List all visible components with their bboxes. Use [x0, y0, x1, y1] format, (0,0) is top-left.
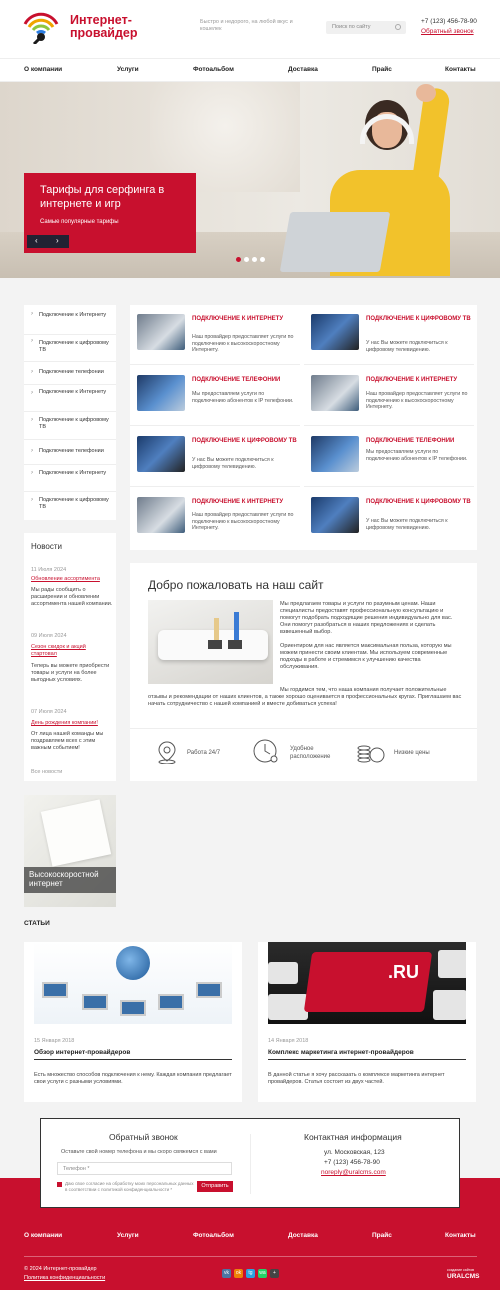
phone-placeholder: Телефон *	[63, 1166, 90, 1172]
laptop-icon	[42, 982, 68, 998]
whatsapp-icon[interactable]: wa	[259, 1270, 266, 1276]
service-card[interactable]: ПОДКЛЮЧЕНИЕ К ИНТЕРНЕТУ Наш провайдер предоставляет услуги по подключению к высокоскоростному Интернету.	[130, 307, 300, 365]
callback-link[interactable]: Обратный звонок	[421, 28, 474, 35]
keyboard-image	[268, 942, 466, 1024]
promo-caption	[24, 867, 116, 893]
clock-person-icon	[252, 738, 278, 764]
slider-dot[interactable]	[252, 257, 257, 262]
phone-input[interactable]	[57, 1162, 232, 1175]
footer-copyright: © 2024 Интернет-провайдер	[24, 1266, 97, 1272]
service-image	[137, 314, 185, 350]
logo-line-2: провайдер	[70, 26, 138, 40]
footer-divider	[24, 1256, 477, 1257]
nav-item-delivery[interactable]: Доставка	[288, 66, 318, 73]
sidebar-item-internet[interactable]: › Подключение к Интернету	[24, 309, 116, 335]
made-by-label: создание сайтов	[447, 1268, 475, 1272]
share-icon[interactable]: +	[270, 1269, 279, 1278]
news-date: 07 Июля 2024	[31, 709, 67, 715]
callback-heading: Обратный звонок	[109, 1132, 178, 1142]
article-card[interactable]	[24, 942, 242, 1102]
vk-icon[interactable]: vk	[224, 1270, 229, 1276]
news-block	[24, 533, 116, 781]
key	[438, 950, 466, 978]
sidebar-item-internet[interactable]: › Подключение к Интернету	[24, 466, 116, 492]
articles-heading: СТАТЬИ	[24, 920, 50, 927]
search-input[interactable]	[326, 21, 406, 34]
nav-item-services[interactable]: Услуги	[117, 66, 139, 73]
service-card[interactable]: ПОДКЛЮЧЕНИЕ К ЦИФРОВОМУ ТВ У нас Вы можете подключиться к цифровому телевидению.	[304, 307, 474, 365]
service-card[interactable]: ПОДКЛЮЧЕНИЕ К ИНТЕРНЕТУ Наш провайдер предоставляет услуги по подключению к высокоскоростному Интернету.	[130, 490, 300, 548]
news-text: Мы рады сообщить о расширении и обновлении ассортимента нашей компании.	[31, 587, 113, 607]
sidebar-item-telephony[interactable]: › Подключение телефонии	[24, 441, 116, 465]
nav-item-price[interactable]: Прайс	[372, 66, 392, 73]
ok-icon[interactable]: ok	[235, 1270, 242, 1276]
sidebar-menu	[24, 305, 116, 520]
contact-phone[interactable]: +7 (123) 456-78-90	[324, 1159, 380, 1166]
news-title-link[interactable]: День рождения компании!	[31, 720, 98, 726]
welcome-paragraph: Ориентиром для нас является максимальная польза, которую мы можем принести своим клиентам. Мы используем современные подходы в работе и стремимся к улучшению качества обслуживания.	[280, 643, 452, 670]
key	[268, 962, 298, 984]
promo-banner[interactable]	[24, 795, 116, 907]
slider-dot[interactable]	[244, 257, 249, 262]
service-card[interactable]: ПОДКЛЮЧЕНИЕ К ЦИФРОВОМУ ТВ У нас Вы можете подключиться к цифровому телевидению.	[130, 429, 300, 487]
sidebar-item-tv[interactable]: › Подключение к цифровому ТВ	[24, 413, 116, 440]
callback-subtitle: Оставьте свой номер телефона и мы скоро свяжемся с вами	[61, 1149, 217, 1155]
news-text: От лица нашей команды мы поздравляем всех с этим важным событием!	[31, 731, 104, 751]
laptop-icon	[196, 982, 222, 998]
divider	[130, 728, 477, 729]
news-date: 11 Июля 2024	[31, 567, 67, 573]
chevron-right-icon: ›	[31, 470, 33, 476]
privacy-policy-link[interactable]: Политика конфиденциальности	[24, 1275, 106, 1281]
welcome-paragraph: Мы предлагаем товары и услуги по разумным ценам. Наши специалисты предоставят профессиональную консультацию и помогут подобрать подходящие решения индивидуально для вас. Они помогут разобраться в наших предложениях и сделать взвешенный выбор.	[280, 601, 453, 635]
wifi-logo-icon[interactable]	[22, 8, 60, 44]
welcome-block	[130, 563, 477, 781]
submit-button[interactable]: Отправить	[197, 1181, 233, 1192]
consent-text: Даю свое согласие на обработку моих персональных данных в соответствии с политикой конфиденциальности *	[65, 1181, 194, 1192]
service-image	[311, 436, 359, 472]
welcome-heading: Добро пожаловать на наш сайт	[148, 578, 324, 592]
footer-nav-price[interactable]: Прайс	[372, 1232, 392, 1239]
laptop-icon	[280, 212, 391, 272]
footer-nav-delivery[interactable]: Доставка	[288, 1232, 318, 1239]
article-card[interactable]	[258, 942, 476, 1102]
article-title[interactable]: Комплекс маркетинга интернет-провайдеров	[268, 1049, 466, 1060]
port	[228, 640, 242, 649]
service-card[interactable]: ПОДКЛЮЧЕНИЕ К ЦИФРОВОМУ ТВ У нас Вы можете подключиться к цифровому телевидению.	[304, 490, 474, 548]
news-heading: Новости	[31, 542, 62, 551]
network-image	[34, 942, 232, 1024]
welcome-paragraph: Мы гордимся тем, что наша компания получает положительные отзывы и рекомендации от наших клиентов, а также хорошо оценивается в профессиональных кругах. Приглашаем вас начать сотрудничество с нашей компанией и вместе добиваться успеха!	[148, 687, 462, 707]
footer-nav-contacts[interactable]: Контакты	[445, 1232, 476, 1239]
nav-item-about[interactable]: О компании	[24, 66, 63, 73]
port	[208, 640, 222, 649]
laptop-icon	[158, 994, 184, 1010]
divider	[250, 1134, 251, 1194]
key	[433, 990, 466, 1020]
news-title-link[interactable]: Обновление ассортимента	[31, 576, 100, 582]
chevron-right-icon: ›	[31, 448, 33, 454]
nav-item-gallery[interactable]: Фотоальбом	[193, 66, 234, 73]
paper-image	[41, 799, 111, 866]
footer-nav-services[interactable]: Услуги	[117, 1232, 139, 1239]
contact-panel	[40, 1118, 460, 1208]
router-image	[148, 600, 273, 684]
chevron-right-icon: ›	[31, 390, 33, 396]
main-nav	[0, 58, 500, 82]
uralcms-logo[interactable]: URALCMS	[447, 1273, 480, 1280]
prev-arrow-icon[interactable]: ‹	[35, 236, 38, 245]
service-image	[311, 497, 359, 533]
hero-hand	[416, 84, 436, 102]
chevron-right-icon: ›	[31, 311, 33, 317]
news-date: 09 Июля 2024	[31, 633, 67, 639]
next-arrow-icon[interactable]: ›	[56, 236, 59, 245]
chevron-right-icon: ›	[31, 497, 33, 503]
laptop-icon	[82, 994, 108, 1010]
key	[268, 994, 308, 1020]
location-pin-icon	[156, 740, 178, 762]
logo-line-1: Интернет-	[70, 13, 132, 27]
tagline: Быстро и недорого, на любой вкус и кошелек	[200, 19, 293, 32]
sidebar-item-internet[interactable]: › Подключение к Интернету	[24, 386, 116, 412]
service-image	[311, 375, 359, 411]
slider-dot-active[interactable]	[236, 257, 241, 262]
services-grid	[130, 305, 477, 550]
article-text: В данной статье я хочу рассказать о комплексе маркетинга интернет провайдеров. Статья состоит из двух частей.	[268, 1072, 445, 1085]
coins-icon	[356, 740, 386, 764]
consent-checkbox[interactable]	[57, 1182, 62, 1187]
service-image	[137, 497, 185, 533]
feature-label: Низкие цены	[394, 750, 430, 756]
sidebar-item-tv[interactable]: › Подключение к цифровому ТВ	[31, 497, 109, 510]
hero-title: Тарифы для серфинга в интернете и игр	[40, 184, 165, 210]
hero-subtitle[interactable]: Самые популярные тарифы	[40, 219, 119, 225]
news-title-link[interactable]: Сезон скидок и акций стартовал	[31, 644, 86, 657]
all-news-link[interactable]: Все новости	[31, 769, 63, 775]
contact-address: ул. Московская, 123	[324, 1149, 385, 1156]
service-image	[311, 314, 359, 350]
article-date: 14 Января 2018	[268, 1038, 309, 1044]
promo-caption-text: Высокоскоростной интернет	[29, 870, 99, 888]
hero-arrows	[27, 235, 69, 248]
chevron-right-icon: ›	[31, 417, 33, 423]
sidebar-item-tv[interactable]: › Подключение к цифровому ТВ	[24, 336, 116, 362]
contact-email[interactable]: noreply@uralcms.com	[321, 1169, 386, 1176]
sidebar-item-telephony[interactable]: › Подключение телефонии	[24, 363, 116, 385]
contact-heading: Контактная информация	[304, 1132, 402, 1142]
service-image	[137, 436, 185, 472]
globe-icon	[116, 946, 150, 980]
chevron-right-icon: ›	[31, 338, 33, 344]
service-card[interactable]: ПОДКЛЮЧЕНИЕ К ИНТЕРНЕТУ Наш провайдер предоставляет услуги по подключению к высокоскоростному Интернету.	[304, 368, 474, 426]
footer-nav-about[interactable]: О компании	[24, 1232, 63, 1239]
header-phone[interactable]: +7 (123) 456-78-90	[421, 18, 477, 25]
search-placeholder: Поиск по сайту	[332, 24, 371, 30]
article-text: Есть множество способов подключения к нему. Каждая компания предлагает свои услуги с разными условиями.	[34, 1072, 232, 1085]
footer-nav-gallery[interactable]: Фотоальбом	[193, 1232, 234, 1239]
news-text: Теперь вы можете приобрести товары и услуги на более выгодных условиях.	[31, 663, 110, 683]
service-card[interactable]: ПОДКЛЮЧЕНИЕ ТЕЛЕФОНИИ Мы предоставляем услуги по подключению абонентов к IP телефонии.	[130, 368, 300, 426]
telegram-icon[interactable]: tg	[246, 1269, 255, 1278]
article-title[interactable]: Обзор интернет-провайдеров	[34, 1049, 232, 1060]
feature-label: Работа 24/7	[187, 750, 221, 756]
service-image	[137, 375, 185, 411]
nav-item-contacts[interactable]: Контакты	[445, 66, 476, 73]
ru-domain-label: .RU	[388, 962, 419, 982]
feature-label: Удобное расположение	[290, 746, 331, 760]
article-date: 15 Января 2018	[34, 1038, 75, 1044]
search-icon[interactable]	[395, 24, 401, 30]
service-card[interactable]: ПОДКЛЮЧЕНИЕ ТЕЛЕФОНИИ Мы предоставляем услуги по подключению абонентов к IP телефонии.	[304, 429, 474, 487]
laptop-icon	[120, 1000, 146, 1016]
chevron-right-icon: ›	[31, 369, 33, 375]
logo-text[interactable]	[70, 14, 138, 40]
slider-dot[interactable]	[260, 257, 265, 262]
